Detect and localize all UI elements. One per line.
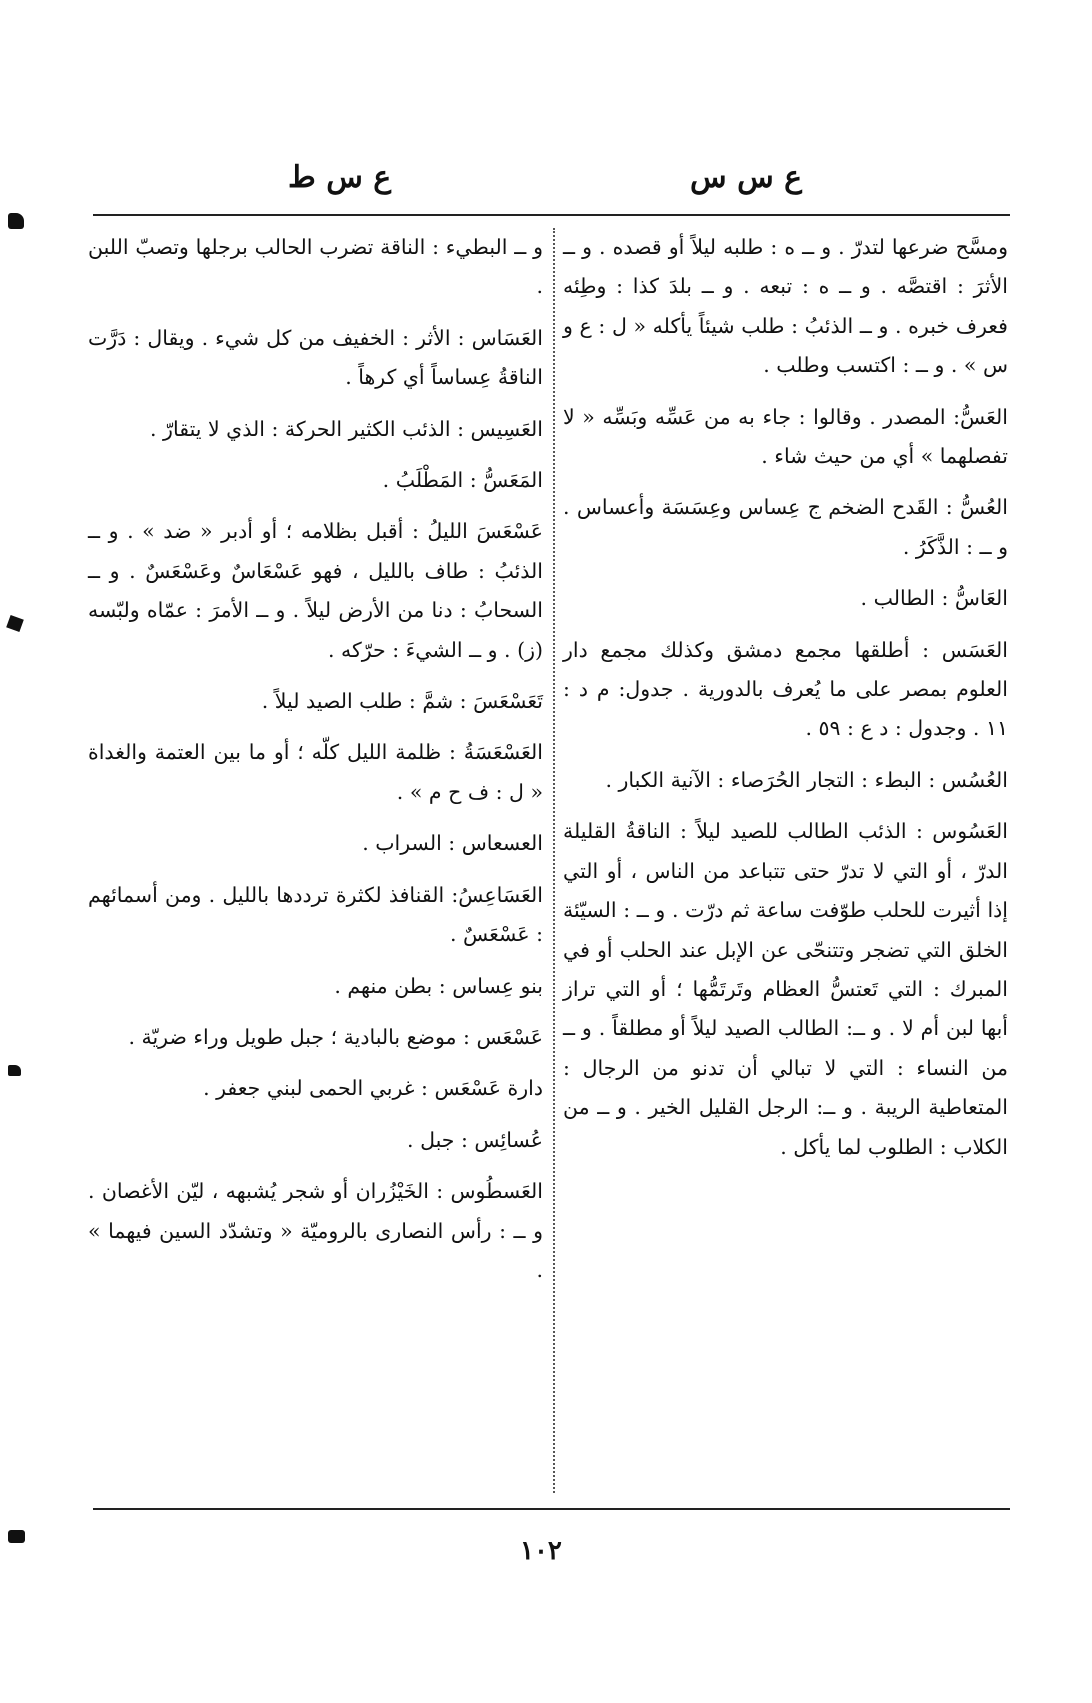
entry: العَسطُوس : الخَيْزُران أو شجر يُشبهه ، ليّن الأغصان . و ــ : رأس النصارى بالروميّة « وتشدّد السين فيهما » .: [88, 1179, 543, 1282]
entry: العُسُّ : القَدح الضخم ج عِساس وعِسَسَة وأعساس . و ــ : الذَّكَرُ .: [563, 495, 1008, 559]
entry: العَسْعَسَةُ : ظلمة الليل كلّه ؛ أو ما بين العتمة والغداة « ل : ف ح م » .: [88, 740, 543, 804]
entry: ومسَّح ضرعها لتدرّ . و ــ ه : طلبه ليلاً أو قصده . و ــ الأثرَ : اقتصَّه . و ــ ه : تبعه . و ــ بلدَ كذا : وطِئه فعرف خبره . و ــ الذئبُ : طلب شيئاً يأكله « ل : ع و س » . و ــ : اكتسب وطلب .: [563, 235, 1008, 378]
header-root-right: ع س س: [690, 160, 803, 195]
entry: تَعَسْعَسَ : شمَّ : طلب الصيد ليلاً .: [261, 689, 543, 714]
entry: العَسُّ: المصدر . وقالوا : جاء به من عَسِّه وبَسِّه « لا تفصلهما » أي من حيث شاء .: [563, 404, 1008, 469]
scan-mark: [8, 1065, 21, 1076]
entry: العَسَاس : الأثر : الخفيف من كل شيء . ويقال : دَرَّت الناقةُ عِساساً أي كرهاً .: [88, 325, 543, 390]
entry: و ــ البطيء : الناقة تضرب الحالب برجلها وتصبّ اللبن .: [88, 235, 543, 299]
column-divider: [553, 228, 555, 1493]
entry: العَسَاعِسُ: القنافذ لكثرة ترددها بالليل . ومن أسمائهم : عَسْعَسٌ .: [88, 882, 543, 947]
entry: دارة عَسْعَس : غربي الحمى لبني جعفر .: [203, 1076, 543, 1101]
entry: المَعَسُّ : المَطْلَبُ .: [382, 468, 543, 493]
right-column: [563, 228, 1008, 1179]
scan-mark: [6, 615, 24, 632]
entry: عَسْعَسَ الليلُ : أقبل بظلامه ؛ أو أدبر « ضد » . و ــ الذئبُ : طاف بالليل ، فهو عَسْعَاسٌ وعَسْعَسٌ . و ــ السحابُ : دنا من الأرض ليلاً . و ــ الأمرَ : عمّاه ولبّسه (ز) . و ــ الشيءَ : حرّكه .: [88, 519, 543, 662]
scan-mark: [8, 1530, 25, 1543]
entry: بنو عِساس : بطن منهم .: [334, 973, 543, 998]
entry: عَسْعَس : موضع بالبادية ؛ جبل طويل وراء ضريّة .: [128, 1024, 543, 1049]
entry: العَسِيس : الذئب الكثير الحركة : الذي لا يتقارّ .: [150, 416, 543, 441]
entry: العَسُوس : الذئب الطالب للصيد ليلاً : الناقةُ القليلة الدرّ ، أو التي لا تدرّ حتى تتباعد من الناس ، أو التي إذا أثيرت للحلب طوّفت ساعة ثم درّت . و ــ : السيّئة الخلق التي تضجر وتتنحّى عن الإبل عند الحلب أو في المبرك : التي تَعتسُّ العظام وتَرتَمُّها ؛ أو التي تراز أبها لبن أم لا . و ــ: الطالب الصيد ليلاً أو مطلقاً . و ــ من النساء : التي لا تبالي أن تدنو من الرجال : المتعاطية الريبة . و ــ: الرجل القليل الخير . و ــ من الكلاب : الطلوب لما يأكل .: [563, 819, 1008, 1159]
entry: العُسُس : البطء : التجار الحُرَصاء : الآنية الكبار .: [605, 767, 1008, 792]
top-rule: [93, 214, 1010, 216]
entry: العسعاس : السراب .: [362, 831, 543, 856]
entry: العَاسُّ : الطالب .: [860, 586, 1008, 611]
bottom-rule: [93, 1508, 1010, 1510]
page-number: ١٠٢: [520, 1536, 562, 1566]
scan-mark: [8, 213, 24, 229]
entry: عُسائِس : جبل .: [407, 1127, 543, 1152]
left-column: [88, 228, 543, 1302]
header-root-left: ع س ط: [288, 160, 392, 195]
entry: العَسَس : أطلقها مجمع دمشق وكذلك مجمع دار العلوم بمصر على ما يُعرف بالدورية . جدول: م د : ١١ . وجدول : د ع : ٥٩ .: [563, 637, 1008, 741]
